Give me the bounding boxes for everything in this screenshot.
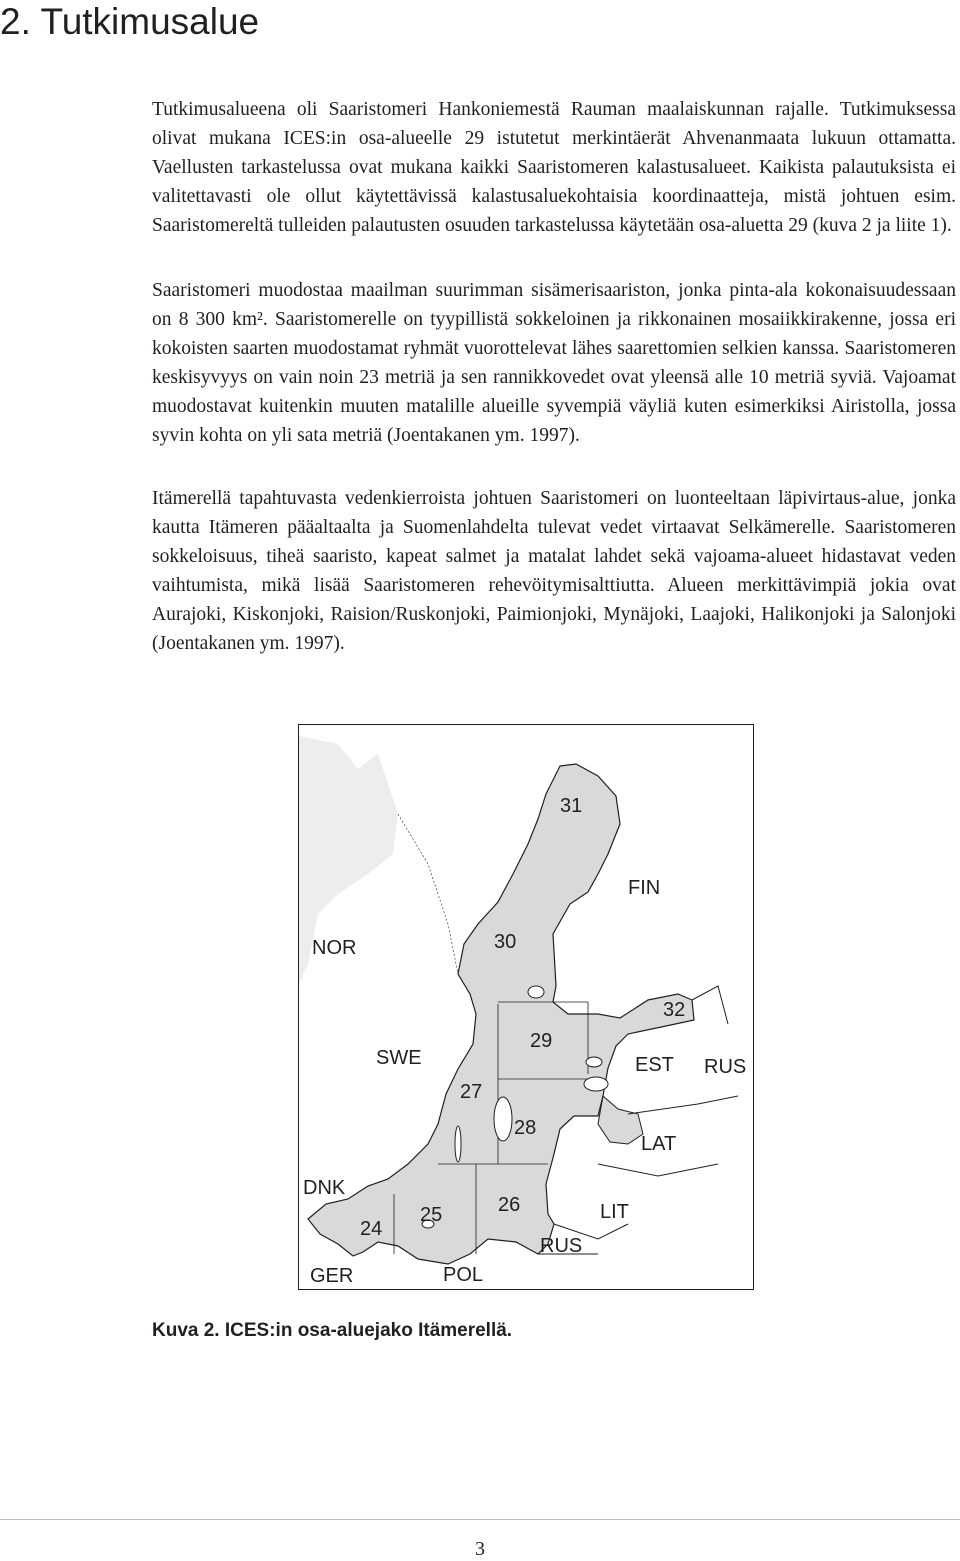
island-hiiumaa <box>586 1057 602 1067</box>
ices-subdivision-map <box>298 724 754 1290</box>
country-label-ger: GER <box>310 1265 354 1287</box>
footer-divider <box>0 1519 960 1520</box>
country-label-fin: FIN <box>628 877 661 899</box>
section-heading: 2. Tutkimusalue <box>0 1 260 42</box>
country-label-rus-kaliningrad: RUS <box>540 1235 583 1257</box>
subdivision-label-31: 31 <box>560 795 583 817</box>
island-oland <box>455 1126 461 1162</box>
country-label-est: EST <box>635 1054 674 1076</box>
country-label-rus-east: RUS <box>704 1056 747 1078</box>
country-label-nor: NOR <box>312 937 357 959</box>
subdivision-label-26: 26 <box>498 1194 521 1216</box>
paragraph-water-circulation: Itämerellä tapahtuvasta vedenkierroista johtuen Saaristomeri on luonteeltaan läpivirtaus-alue, jonka kautta Itämeren pääaltaalta ja Suomenlahdelta tulevat vedet virtaavat Selkämerelle. Saaristomeren sokkeloisuus, tiheä saaristo, kapeat salmet ja matalat lahdet sekä vajoama-alueet hidastavat veden vaihtumista, mikä lisää Saaristomeren rehevöitymisalttiutta. Alueen merkittävimpiä jokia ovat Aurajoki, Kiskonjoki, Raision/Ruskonjoki, Paimionjoki, Mynäjoki, Laajoki, Halikonjoki ja Salonjoki (Joentakanen ym. 1997). <box>152 488 956 654</box>
subdivision-label-30: 30 <box>494 931 517 953</box>
paragraph-study-area: Tutkimusalueena oli Saaristomeri Hankoniemestä Rauman maalaiskunnan rajalle. Tutkimuksessa olivat mukana ICES:in osa-alueelle 29 istutetut merkintäerät Ahvenanmaata lukuun ottamatta. Vaellusten tarkastelussa ovat mukana kaikki Saaristomeren kalastusalueet. Kaikista palautuksista ei valitettavasti ole ollut käytettävissä kalastusaluekohtaisia koordinaatteja, mistä johtuen esim. Saaristomereltä tulleiden palautusten osuuden tarkastelussa käytetään osa-aluetta 29 (kuva 2 ja liite 1). <box>152 99 956 236</box>
country-label-lit: LIT <box>600 1201 629 1223</box>
country-label-swe: SWE <box>376 1047 422 1069</box>
country-label-dnk: DNK <box>303 1177 346 1199</box>
country-label-pol: POL <box>443 1264 484 1286</box>
island-aland <box>528 986 544 998</box>
subdivision-label-32: 32 <box>663 999 686 1021</box>
subdivision-label-27: 27 <box>460 1081 483 1103</box>
island-saaremaa <box>584 1077 608 1091</box>
subdivision-label-29: 29 <box>530 1030 553 1052</box>
country-label-lat: LAT <box>641 1133 677 1155</box>
page-number: 3 <box>475 1538 485 1560</box>
figure-caption: Kuva 2. ICES:in osa-aluejako Itämerellä. <box>152 1320 513 1341</box>
subdivision-label-24: 24 <box>360 1218 383 1240</box>
paragraph-archipelago: Saaristomeri muodostaa maailman suurimman sisämerisaariston, jonka pinta-ala kokonaisuudessaan on 8 300 km². Saaristomerelle on tyypillistä sokkeloinen ja rikkonainen mosaiikkirakenne, jossa eri kokoisten saarten muodostamat ryhmät vuorottelevat lähes saarettomien selkien kanssa. Saaristomeren keskisyvyys on vain noin 23 metriä ja sen rannikkovedet ovat yleensä alle 10 metriä syviä. Vajoamat muodostavat kuitenkin muuten matalille alueille syvempiä väyliä kuten esimerkiksi Airistolla, jossa syvin kohta on yli sata metriä (Joentakanen ym. 1997). <box>152 280 956 446</box>
subdivision-label-28: 28 <box>514 1117 537 1139</box>
subdivision-label-25: 25 <box>420 1204 443 1226</box>
island-gotland <box>494 1097 512 1141</box>
